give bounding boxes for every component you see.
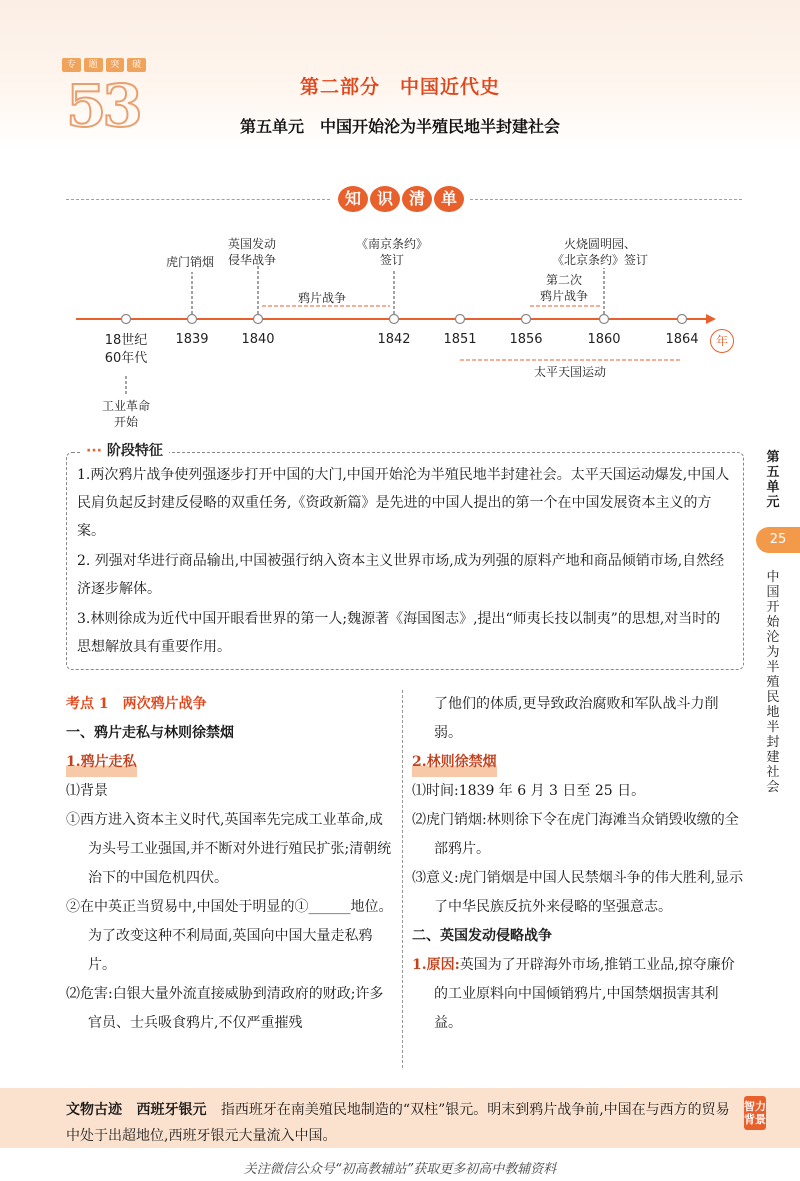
year-label: 1851 xyxy=(443,332,477,347)
event-invasion: 英国发动 侵华战争 xyxy=(228,237,277,267)
section-heading: 二、英国发动侵略战争 xyxy=(412,928,552,944)
side-unit-label: 第五单元 xyxy=(766,450,780,510)
event-humen: 虎门销烟 xyxy=(166,255,215,269)
paragraph: ⑵危害:白银大量外流直接威胁到清政府的财政;许多官员、士兵吸食鸦片,不仅严重摧残 xyxy=(66,986,384,1031)
part-title: 第二部分 中国近代史 xyxy=(299,76,500,98)
paragraph: ⑶意义:虎门销烟是中国人民禁烟斗争的伟大胜利,显示了中华民族反抗外来侵略的坚强意志。 xyxy=(412,870,744,915)
banner-char: 清 xyxy=(402,186,432,212)
year-label: 1842 xyxy=(377,332,411,347)
year-label: 18世纪 60年代 xyxy=(104,333,148,366)
event-war2: 第二次 鸦片战争 xyxy=(540,273,589,303)
stage-item: 1.两次鸦片战争使列强逐步打开中国的大门,中国开始沦为半殖民地半封建社会。太平天国运动爆发,中国人民肩负起反封建反侵略的双重任务,《资政新篇》是先进的中国人提出的第一个在中国发展资本主义的方案。 xyxy=(77,467,730,539)
banner-char: 知 xyxy=(338,186,368,212)
culture-item: 西班牙银元 xyxy=(136,1102,207,1118)
culture-text: 指西班牙在南美殖民地制造的“双柱”银元。明末到鸦片战争前,中国在与西方的贸易中处于出超地位,西班牙银元大量流入中国。 xyxy=(66,1102,730,1144)
logo-number: 53 xyxy=(66,72,139,140)
event-nanjing: 《南京条约》 签订 xyxy=(356,237,429,267)
culture-note xyxy=(66,1097,742,1149)
left-column xyxy=(66,690,394,1038)
banner-rule-left xyxy=(66,199,330,200)
logo-tags xyxy=(62,58,146,72)
timeline-arrowhead xyxy=(706,314,716,324)
stage-item: 3.林则徐成为近代中国开眼看世界的第一人;魏源著《海国图志》,提出“师夷长技以制夷”的思想,对当时的思想解放具有重要作用。 xyxy=(77,611,721,655)
year-label: 1839 xyxy=(175,332,209,347)
logo-tag: 突 xyxy=(106,58,125,72)
timeline-node xyxy=(522,315,531,324)
knowledge-list-banner xyxy=(338,186,464,212)
timeline-node xyxy=(254,315,263,324)
stage-item: 2. 列强对华进行商品输出,中国被强行纳入资本主义世界市场,成为列强的原料产地和商品倾销市场,自然经济逐步解体。 xyxy=(77,553,725,597)
stage-features-box xyxy=(66,452,744,670)
paragraph: ②在中英正当贸易中,中国处于明显的①______地位。为了改变这种不利局面,英国向中国大量走私鸦片。 xyxy=(66,899,393,973)
banner-rule-right xyxy=(470,199,742,200)
logo-tag: 题 xyxy=(84,58,103,72)
event-beijing: 火烧圆明园、 《北京条约》签订 xyxy=(552,237,649,267)
paragraph: ⑵虎门销烟:林则徐下令在虎门海滩当众销毁收缴的全部鸦片。 xyxy=(412,812,739,857)
year-label: 1840 xyxy=(241,332,275,347)
year-unit-badge: 年 xyxy=(710,329,734,353)
timeline-node xyxy=(600,315,609,324)
timeline-node xyxy=(390,315,399,324)
logo-tag: 专 xyxy=(62,58,81,72)
column-divider xyxy=(402,690,403,1068)
background-tag: 智力背景 xyxy=(744,1096,766,1130)
footer-note: 关注微信公众号“初高教辅站”获取更多初高中教辅资料 xyxy=(243,1162,557,1177)
exam-point-title: 考点 1 两次鸦片战争 xyxy=(66,696,207,712)
event-industrial: 工业革命 开始 xyxy=(102,399,151,429)
subsection-heading: 2.林则徐禁烟 xyxy=(412,748,497,777)
stage-features-title: ··· 阶段特征 xyxy=(80,440,169,460)
year-label: 1864 xyxy=(665,332,699,347)
year-label: 1860 xyxy=(587,332,621,347)
reason-text: 英国为了开辟海外市场,推销工业品,掠夺廉价的工业原料向中国倾销鸦片,中国禁烟损害其利益。 xyxy=(434,957,735,1031)
culture-label: 文物古迹 xyxy=(66,1102,122,1118)
page-number: 25 xyxy=(756,527,800,553)
unit-title: 第五单元 中国开始沦为半殖民地半封建社会 xyxy=(239,117,560,136)
section-heading: 一、鸦片走私与林则徐禁烟 xyxy=(66,725,234,741)
paragraph: ⑴时间:1839 年 6 月 3 日至 25 日。 xyxy=(412,783,646,799)
right-column xyxy=(412,690,746,1038)
paragraph: 了他们的体质,更导致政治腐败和军队战斗力削弱。 xyxy=(434,696,719,741)
timeline-node xyxy=(678,315,687,324)
side-subtitle: 中国开始沦为半殖民地半封建社会 xyxy=(766,570,780,795)
paragraph xyxy=(412,951,746,1038)
paragraph: ①西方进入资本主义时代,英国率先完成工业革命,成为头号工业强国,并不断对外进行殖民扩张;清朝统治下的中国危机四伏。 xyxy=(66,812,392,886)
banner-char: 单 xyxy=(434,186,464,212)
timeline-node xyxy=(456,315,465,324)
reason-label: 1.原因: xyxy=(412,957,460,973)
event-taiping: 太平天国运动 xyxy=(534,365,607,379)
timeline xyxy=(0,220,800,440)
timeline-node xyxy=(122,315,131,324)
subsection-heading: 1.鸦片走私 xyxy=(66,748,137,777)
timeline-node xyxy=(188,315,197,324)
logo-tag: 破 xyxy=(127,58,146,72)
event-war1: 鸦片战争 xyxy=(298,291,347,305)
item-label: ⑴背景 xyxy=(66,783,108,799)
year-label: 1856 xyxy=(509,332,543,347)
banner-char: 识 xyxy=(370,186,400,212)
